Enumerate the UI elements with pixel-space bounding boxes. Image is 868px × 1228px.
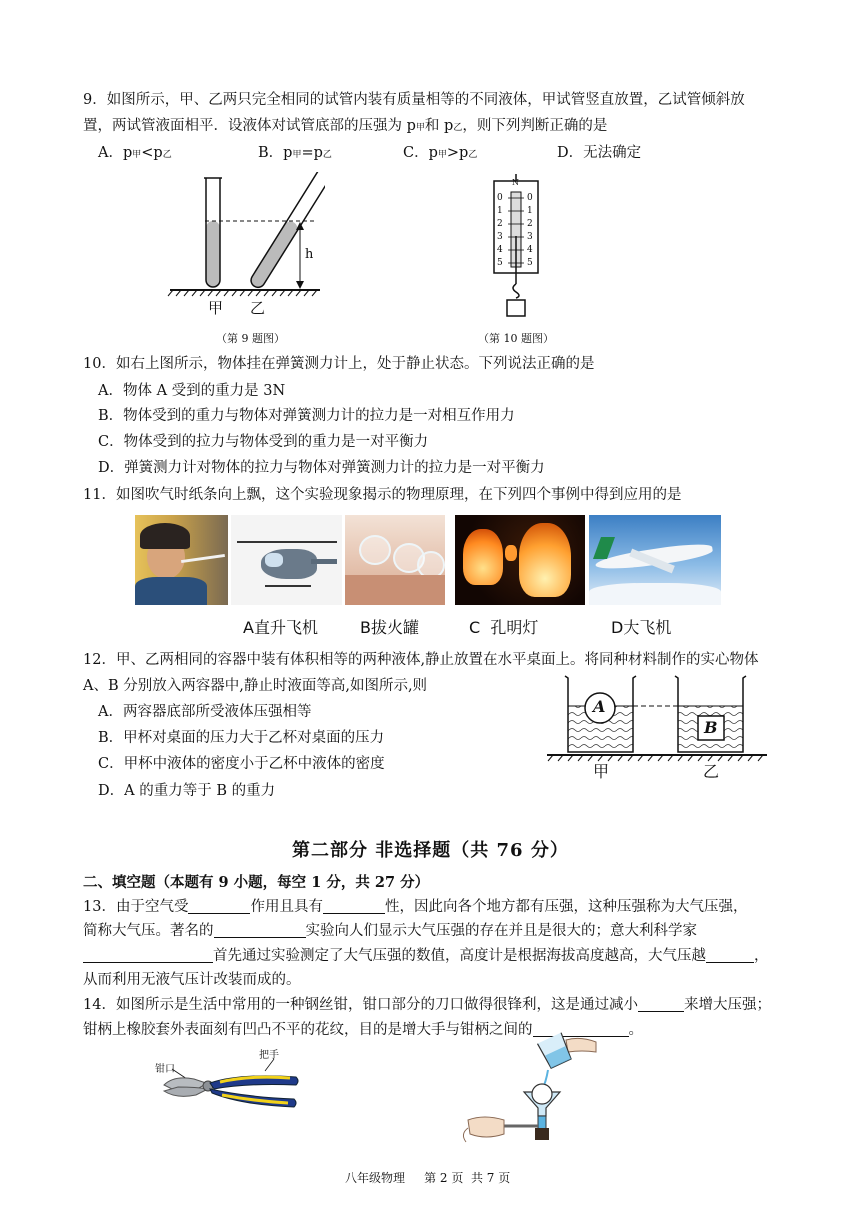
q12-stem-line2: A、B 分别放入两容器中,静止时液面等高,如图所示,则 bbox=[83, 678, 428, 694]
q12-label-yi: 乙 bbox=[703, 762, 720, 781]
q10-option-d: D．弹簧测力计对物体的拉力与物体对弹簧测力计的拉力是一对平衡力 bbox=[98, 460, 545, 476]
q9-label-jia: 甲 bbox=[208, 299, 224, 317]
q13-blank-5[interactable] bbox=[706, 948, 754, 963]
q9-option-c: C．p甲>p乙 bbox=[403, 145, 478, 161]
q12-stem-line1: 12．甲、乙两相同的容器中装有体积相等的两种液体,静止放置在水平桌面上。将同种材料制作的实心物体 bbox=[83, 652, 759, 668]
q14-line2: 钳柄上橡胶套外表面刻有凹凸不平的花纹，目的是增大手与钳柄之间的 。 bbox=[83, 1022, 643, 1038]
q10-option-c: C．物体受到的拉力与物体受到的重力是一对平衡力 bbox=[98, 434, 429, 450]
q14-line1: 14．如图所示是生活中常用的一种钢丝钳，钳口部分的刀口做得很锋利，这是通过减小 来增大压强； bbox=[83, 997, 771, 1013]
q9-stem-line2: 置，两试管液面相平．设液体对试管底部的压强为 p甲和 p乙，则下列判断正确的是 bbox=[83, 118, 608, 134]
q12-option-a: A．两容器底部所受液体压强相等 bbox=[98, 704, 312, 720]
q10-scale-right-numbers: 0 1 2 3 4 5 bbox=[527, 193, 533, 268]
section2-heading: 二、填空题（本题有 9 小题，每空 1 分，共 27 分） bbox=[83, 874, 430, 891]
q13-line3: 首先通过实验测定了大气压强的数值，高度计是根据海拔高度越高，大气压越 ， bbox=[83, 946, 769, 966]
q10-scale-left-numbers: 0 1 2 3 4 5 bbox=[497, 193, 503, 268]
q14-pliers-figure bbox=[150, 1055, 305, 1110]
q11-photo-helicopter bbox=[231, 515, 342, 605]
q14-label-mouth: 钳口 bbox=[155, 1064, 175, 1075]
q12-figure bbox=[545, 670, 770, 770]
q10-option-b: B．物体受到的重力与物体对弹簧测力计的拉力是一对相互作用力 bbox=[98, 408, 515, 424]
q9-option-b: B．p甲=p乙 bbox=[258, 145, 332, 161]
q14-label-handle: 把手 bbox=[259, 1050, 279, 1061]
q14-flask-experiment-figure bbox=[462, 1030, 602, 1145]
q13-line1: 13．由于空气受 作用且具有 性，因此向各个地方都有压强，这种压强称为大气压强， bbox=[83, 899, 748, 915]
q12-option-d: D．A 的重力等于 B 的重力 bbox=[98, 783, 276, 799]
q9-label-yi: 乙 bbox=[250, 299, 266, 317]
q13-blank-3[interactable] bbox=[214, 923, 306, 938]
q11-label-a: A直升飞机 bbox=[243, 618, 318, 637]
q10-stem: 10．如右上图所示，物体挂在弹簧测力计上，处于静止状态。下列说法正确的是 bbox=[83, 356, 595, 372]
q11-stem: 11．如图吹气时纸条向上飘，这个实验现象揭示的物理原理，在下列四个事例中得到应用的是 bbox=[83, 487, 682, 503]
part2-title: 第二部分 非选择题（共 76 分） bbox=[292, 840, 569, 861]
q13-blank-1[interactable] bbox=[188, 899, 250, 914]
q9-option-a: A．p甲<p乙 bbox=[98, 145, 172, 161]
q10-caption: （第 10 题图） bbox=[478, 332, 554, 345]
q9-label-h: h bbox=[305, 247, 314, 262]
q12-object-a: A bbox=[593, 697, 606, 716]
q13-line4: 从而利用无液气压计改装而成的。 bbox=[83, 972, 301, 988]
q10-scale-unit: N bbox=[512, 178, 519, 187]
q10-option-a: A．物体 A 受到的重力是 3N bbox=[98, 383, 286, 399]
q9-figure bbox=[165, 172, 325, 322]
q11-photo-boy-blowing bbox=[135, 515, 228, 605]
q9-stem-line1: 9．如图所示，甲、乙两只完全相同的试管内装有质量相等的不同液体，甲试管竖直放置，乙试管倾斜放 bbox=[83, 92, 745, 108]
q11-label-c: C 孔明灯 bbox=[469, 618, 539, 637]
q13-blank-2[interactable] bbox=[323, 899, 385, 914]
q11-photo-airliner bbox=[589, 515, 721, 605]
q14-blank-1[interactable] bbox=[638, 997, 684, 1012]
q12-option-c: C．甲杯中液体的密度小于乙杯中液体的密度 bbox=[98, 756, 385, 772]
q13-line2: 简称大气压。著名的 实验向人们显示大气压强的存在并且是很大的；意大利科学家 bbox=[83, 923, 697, 939]
q11-label-b: B拔火罐 bbox=[360, 618, 419, 637]
q12-label-jia: 甲 bbox=[593, 762, 610, 781]
q13-blank-4[interactable] bbox=[83, 948, 213, 963]
page-footer: 八年级物理 第 2 页 共 7 页 bbox=[345, 1171, 511, 1185]
q11-photo-sky-lanterns bbox=[455, 515, 585, 605]
q11-label-d: D大飞机 bbox=[611, 618, 672, 637]
q12-object-b: B bbox=[704, 718, 718, 737]
q9-option-d: D．无法确定 bbox=[557, 145, 642, 161]
q11-photo-cupping bbox=[345, 515, 445, 605]
q9-caption: （第 9 题图） bbox=[216, 332, 285, 345]
q12-option-b: B．甲杯对桌面的压力大于乙杯对桌面的压力 bbox=[98, 730, 385, 746]
